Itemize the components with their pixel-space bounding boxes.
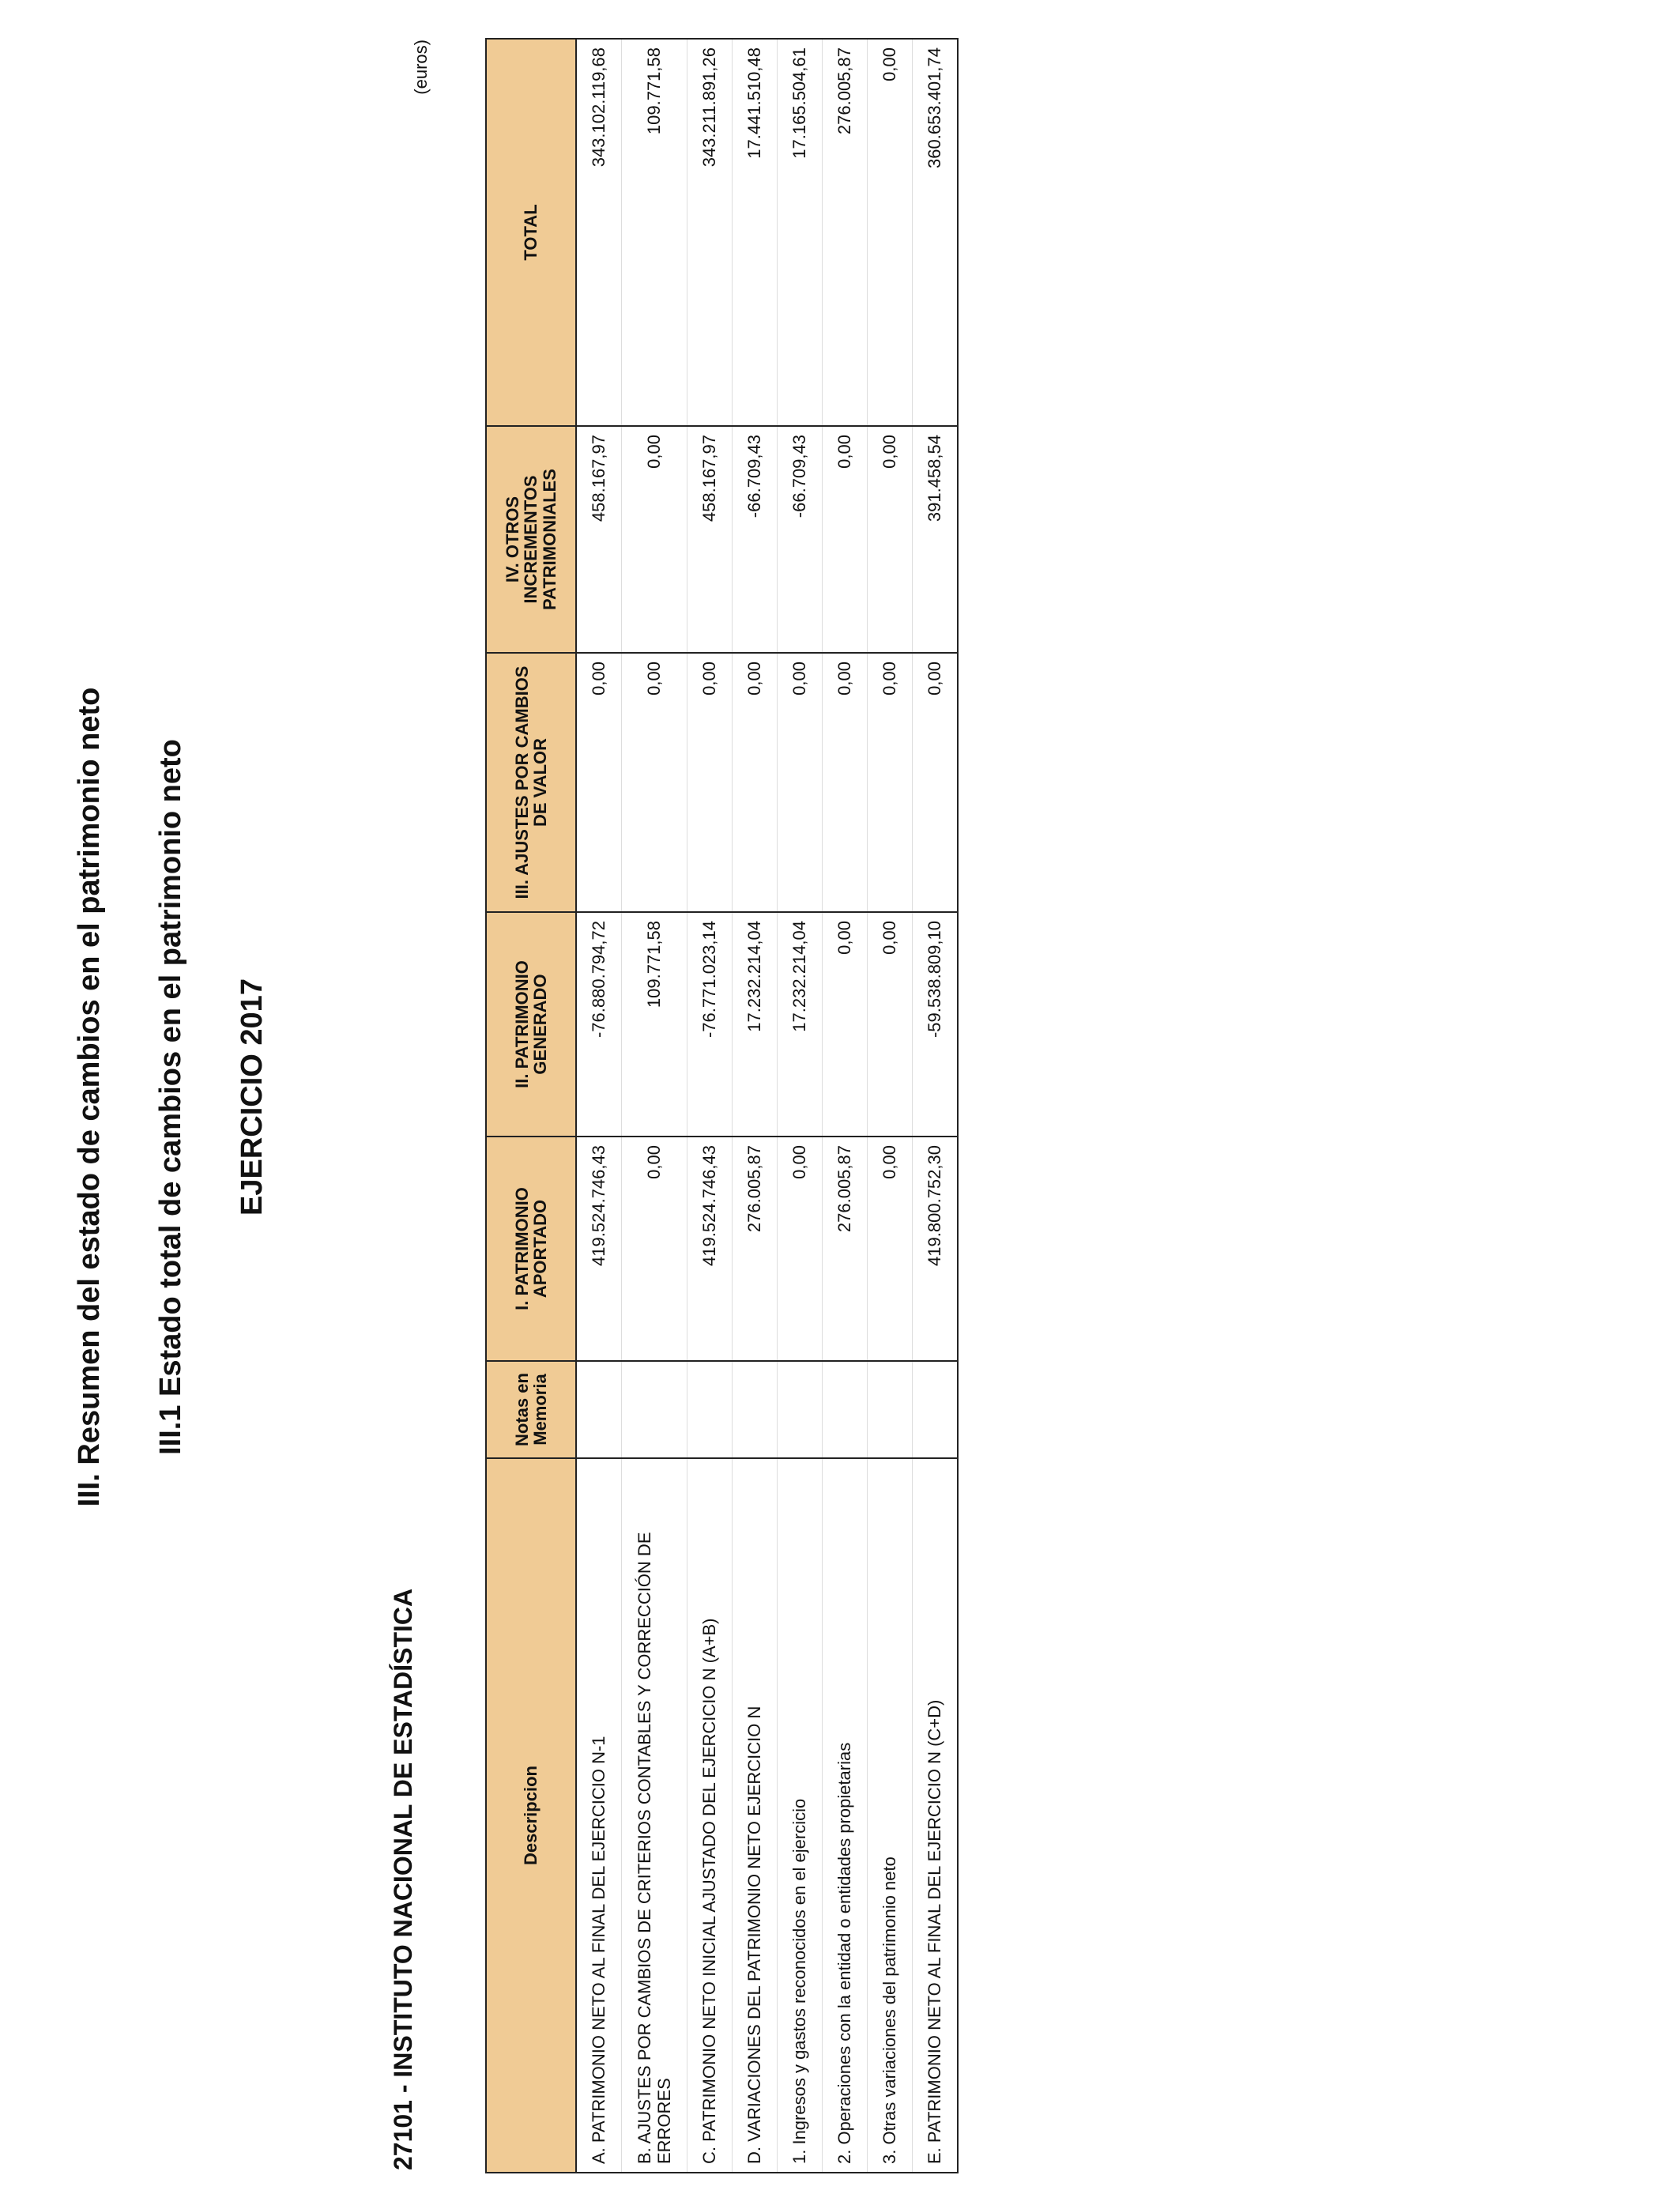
row-description: B. AJUSTES POR CAMBIOS DE CRITERIOS CONTABLES Y CORRECCIÓN DE ERRORES [622, 1458, 687, 2173]
header-otros-incrementos: IV. OTROS INCREMENTOS PATRIMONIALES [486, 426, 576, 653]
row-notas [622, 1361, 687, 1458]
row-otros: -66.709,43 [733, 426, 778, 653]
table-row [733, 39, 778, 2173]
row-aportado: 0,00 [778, 1137, 823, 1361]
row-ajustes: 0,00 [733, 653, 778, 912]
row-description: 1. Ingresos y gastos reconocidos en el ejercicio [778, 1458, 823, 2173]
table-row [576, 39, 622, 2173]
row-aportado: 419.524.746,43 [687, 1137, 733, 1361]
row-ajustes: 0,00 [576, 653, 622, 912]
row-notas [778, 1361, 823, 1458]
row-notas [733, 1361, 778, 1458]
row-ajustes: 0,00 [687, 653, 733, 912]
table-row [687, 39, 733, 2173]
row-generado: 0,00 [868, 912, 913, 1137]
equity-changes-table [485, 38, 959, 2173]
header-descripcion: Descripcion [486, 1458, 576, 2173]
row-ajustes: 0,00 [622, 653, 687, 912]
row-description: 3. Otras variaciones del patrimonio neto [868, 1458, 913, 2173]
row-aportado: 419.524.746,43 [576, 1137, 622, 1361]
sub-title: III.1 Estado total de cambios en el patrimonio neto [154, 739, 187, 1455]
table-row [778, 39, 823, 2173]
row-aportado: 0,00 [622, 1137, 687, 1361]
row-generado: -76.771.023,14 [687, 912, 733, 1137]
row-total: 0,00 [868, 39, 913, 426]
row-generado: -76.880.794,72 [576, 912, 622, 1137]
table-header-row [486, 39, 576, 2173]
entity-name: 27101 - INSTITUTO NACIONAL DE ESTADÍSTICA [389, 1588, 417, 2170]
row-generado: -59.538.809,10 [913, 912, 959, 1137]
row-description: 2. Operaciones con la entidad o entidades propietarias [823, 1458, 868, 2173]
row-ajustes: 0,00 [868, 653, 913, 912]
header-ajustes-valor: III. AJUSTES POR CAMBIOS DE VALOR [486, 653, 576, 912]
row-notas [576, 1361, 622, 1458]
row-total: 276.005,87 [823, 39, 868, 426]
row-generado: 0,00 [823, 912, 868, 1137]
main-title: III. Resumen del estado de cambios en el patrimonio neto [73, 687, 106, 1507]
row-generado: 109.771,58 [622, 912, 687, 1137]
row-otros: 391.458,54 [913, 426, 959, 653]
row-aportado: 276.005,87 [733, 1137, 778, 1361]
row-aportado: 419.800.752,30 [913, 1137, 959, 1361]
row-total: 343.211.891,26 [687, 39, 733, 426]
row-total: 17.165.504,61 [778, 39, 823, 426]
row-generado: 17.232.214,04 [778, 912, 823, 1137]
units-label: (euros) [411, 40, 431, 95]
row-ajustes: 0,00 [913, 653, 959, 912]
header-notas: Notas en Memoria [486, 1361, 576, 1458]
row-ajustes: 0,00 [823, 653, 868, 912]
row-otros: 458.167,97 [687, 426, 733, 653]
row-otros: 458.167,97 [576, 426, 622, 653]
row-notas [823, 1361, 868, 1458]
table-row [913, 39, 959, 2173]
table-row [622, 39, 687, 2173]
row-notas [913, 1361, 959, 1458]
row-generado: 17.232.214,04 [733, 912, 778, 1137]
row-description: D. VARIACIONES DEL PATRIMONIO NETO EJERCICIO N [733, 1458, 778, 2173]
row-aportado: 276.005,87 [823, 1137, 868, 1361]
row-total: 17.441.510,48 [733, 39, 778, 426]
row-description: C. PATRIMONIO NETO INICIAL AJUSTADO DEL EJERCICIO N (A+B) [687, 1458, 733, 2173]
row-notas [868, 1361, 913, 1458]
row-total: 360.653.401,74 [913, 39, 959, 426]
table-row [868, 39, 913, 2173]
row-total: 109.771,58 [622, 39, 687, 426]
row-otros: 0,00 [868, 426, 913, 653]
row-notas [687, 1361, 733, 1458]
row-ajustes: 0,00 [778, 653, 823, 912]
row-otros: -66.709,43 [778, 426, 823, 653]
row-total: 343.102.119,68 [576, 39, 622, 426]
row-aportado: 0,00 [868, 1137, 913, 1361]
header-total: TOTAL [486, 39, 576, 426]
header-patrimonio-aportado: I. PATRIMONIO APORTADO [486, 1137, 576, 1361]
row-description: E. PATRIMONIO NETO AL FINAL DEL EJERCICIO N (C+D) [913, 1458, 959, 2173]
row-otros: 0,00 [622, 426, 687, 653]
header-patrimonio-generado: II. PATRIMONIO GENERADO [486, 912, 576, 1137]
row-description: A. PATRIMONIO NETO AL FINAL DEL EJERCICIO N-1 [576, 1458, 622, 2173]
fiscal-year-title: EJERCICIO 2017 [235, 978, 269, 1216]
table-row [823, 39, 868, 2173]
row-otros: 0,00 [823, 426, 868, 653]
